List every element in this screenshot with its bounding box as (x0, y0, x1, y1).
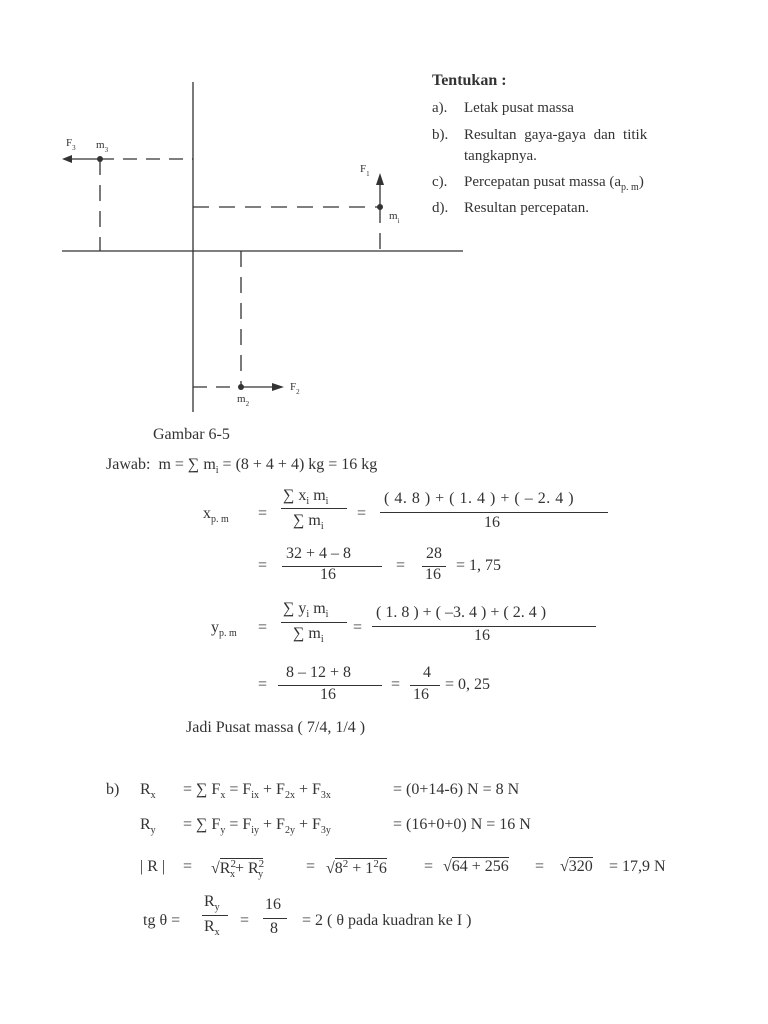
xpm-den4: 16 (425, 566, 441, 583)
rmag-root3: √64 + 256 (443, 858, 509, 875)
m2-point (238, 384, 244, 390)
xpm-den2: 16 (484, 514, 500, 531)
rmag-result: = 17,9 N (609, 858, 666, 875)
xpm-num2: ( 4. 8 ) + ( 1. 4 ) + ( – 2. 4 ) (384, 490, 575, 507)
rmag-eq4: = (535, 858, 545, 875)
xpm-num3: 32 + 4 – 8 (286, 545, 352, 562)
xpm-eq: = (258, 505, 268, 522)
m1-point (377, 204, 383, 210)
question-title: Tentukan : (432, 72, 507, 89)
xpm-den3: 16 (320, 566, 336, 583)
label-f1: $F_1$ (360, 163, 370, 178)
xpm-eq2: = (357, 505, 367, 522)
label-m1: $m_i$ (389, 210, 400, 225)
rmag-lhs: | R | (140, 858, 166, 875)
ypm-eq3: = (258, 676, 268, 693)
f1-arrowhead (376, 173, 384, 185)
xpm-eq3: = (258, 557, 268, 574)
ypm-den2: 16 (474, 627, 490, 644)
tg-num: $R_y$ (204, 893, 220, 913)
rmag-root4: √320 (560, 858, 593, 875)
question-item-b: b). Resultan gaya-gaya dan titik (432, 127, 648, 143)
ypm-eq: = (258, 619, 268, 636)
mass-equation: Jawab: m = ∑ $m_i = (8 + 4 + 4)$ kg = 16 kg (106, 456, 378, 476)
ry-sum: = ∑ $F_y = F_{iy} + F_{2y} + F_{3y}$ (183, 816, 331, 836)
part-b-label: b) (106, 781, 120, 798)
xpm-num1: ∑ $x_i$ $m_i$ (283, 487, 329, 507)
f2-arrowhead (272, 383, 284, 391)
center-of-mass-conclusion: Jadi Pusat massa ( 7/4, 1/4 ) (186, 719, 366, 736)
rmag-eq3: = (424, 858, 434, 875)
ypm-eq2: = (353, 619, 363, 636)
rx-equation: $R_x$ (140, 781, 156, 801)
label-m2: $m_2$ (237, 393, 250, 408)
ypm-den3: 16 (320, 686, 336, 703)
ypm-num1: ∑ $y_i$ $m_i$ (283, 600, 329, 620)
xpm-eq4: = (396, 557, 406, 574)
rx-sum: = ∑ $F_x = F_{ix} + F_{2x} + F_{3x}$ (183, 781, 331, 801)
question-item-c: c). Percepatan pusat massa $(a_{p. m})$ (432, 174, 644, 193)
ypm-num4: 4 (423, 664, 431, 681)
tg-num2: 16 (265, 896, 281, 913)
xpm-lhs: $x_{p. m}$ (203, 505, 229, 525)
ypm-den1: ∑ $m_i$ (293, 625, 324, 645)
figure-caption: Gambar 6-5 (153, 426, 230, 443)
ry-equation: $R_y$ (140, 816, 156, 836)
question-item-d: d). Resultan percepatan. (432, 200, 589, 216)
xpm-den1: ∑ $m_i$ (293, 512, 324, 532)
question-item-b-cont: tangkapnya. (464, 148, 537, 164)
rx-value: = (0+14-6) N = 8 N (393, 781, 520, 798)
rmag-root2: $√8^2 + 1^26$ (326, 858, 387, 877)
rmag-eq2: = (306, 858, 316, 875)
ry-value: = (16+0+0) N = 16 N (393, 816, 531, 833)
tg-result: = 2 ( θ pada kuadran ke I ) (302, 912, 472, 929)
ypm-num3: 8 – 12 + 8 (286, 664, 352, 681)
label-m3: $m_3$ (96, 139, 109, 154)
xpm-num4: 28 (426, 545, 442, 562)
label-f2: $F_2$ (290, 381, 300, 396)
ypm-lhs: $y_{p. m}$ (211, 619, 237, 639)
tg-den2: 8 (270, 920, 278, 937)
rmag-root1: $√R^2_x+ R^2_y$ (211, 858, 265, 880)
ypm-result: = 0, 25 (445, 676, 491, 693)
m3-point (97, 156, 103, 162)
question-item-a: a). Letak pusat massa (432, 100, 574, 116)
f3-arrowhead (62, 155, 72, 163)
ypm-num2: ( 1. 8 ) + ( –3. 4 ) + ( 2. 4 ) (376, 604, 547, 621)
xpm-result: = 1, 75 (456, 557, 502, 574)
tg-eq: = (240, 912, 250, 929)
tg-den: $R_x$ (204, 918, 220, 938)
ypm-den4: 16 (413, 686, 429, 703)
rmag-eq1: = (183, 858, 193, 875)
tg-lhs: tg θ = (143, 912, 181, 929)
label-f3: $F_3$ (66, 137, 76, 152)
ypm-eq4: = (391, 676, 401, 693)
